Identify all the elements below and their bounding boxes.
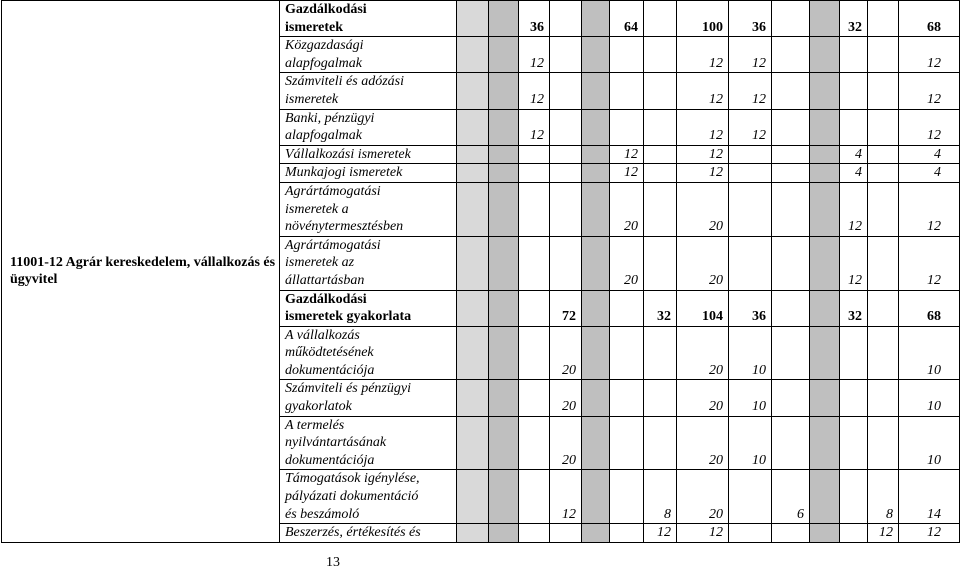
shaded-hours-cell	[489, 236, 519, 290]
module-name-line: ügyvitel	[10, 272, 58, 288]
hours-cell: 6	[772, 470, 810, 524]
topic-name-line: Gazdálkodási	[285, 291, 367, 307]
hours-cell: 8	[644, 470, 677, 524]
hours-cell	[550, 73, 582, 109]
hours-cell	[868, 236, 899, 290]
shaded-hours-cell	[810, 290, 840, 326]
hours-cell: 20	[677, 236, 729, 290]
shaded-hours-cell	[582, 145, 610, 164]
hours-cell	[644, 37, 677, 73]
hours-cell	[772, 37, 810, 73]
shaded-hours-cell	[457, 1, 489, 37]
shaded-hours-cell	[810, 236, 840, 290]
hours-cell: 10	[899, 380, 960, 416]
subtopic-name-line: ismeretek a	[285, 201, 349, 217]
hours-cell: 20	[677, 416, 729, 470]
hours-cell: 20	[677, 326, 729, 380]
shaded-hours-cell	[582, 470, 610, 524]
module-name-line: 11001-12 Agrár kereskedelem, vállalkozás és	[10, 254, 276, 270]
hours-cell	[729, 524, 772, 543]
hours-cell	[610, 290, 644, 326]
hours-cell: 12	[519, 109, 550, 145]
hours-cell: 20	[677, 182, 729, 236]
topic-name-line: ismeretek	[285, 19, 344, 35]
hours-cell	[772, 109, 810, 145]
hours-cell: 12	[519, 37, 550, 73]
subtopic-name-line: növénytermesztésben	[285, 219, 404, 235]
hours-cell	[729, 145, 772, 164]
hours-cell: 4	[899, 164, 960, 183]
subtopic-name-cell	[280, 145, 457, 164]
shaded-hours-cell	[457, 236, 489, 290]
hours-cell	[772, 416, 810, 470]
hours-cell: 12	[840, 182, 868, 236]
hours-cell	[519, 164, 550, 183]
hours-cell	[644, 73, 677, 109]
hours-cell	[644, 1, 677, 37]
subtopic-name-cell	[280, 164, 457, 183]
hours-cell: 32	[644, 290, 677, 326]
hours-cell	[519, 380, 550, 416]
hours-cell	[729, 182, 772, 236]
shaded-hours-cell	[489, 380, 519, 416]
page-number: 13	[326, 555, 340, 570]
hours-cell	[772, 1, 810, 37]
hours-cell: 100	[677, 1, 729, 37]
subtopic-name-line: alapfogalmak	[285, 55, 362, 71]
hours-cell: 12	[519, 73, 550, 109]
hours-cell: 20	[550, 380, 582, 416]
hours-cell: 12	[899, 109, 960, 145]
subtopic-name-line: Banki, pénzügyi	[285, 110, 375, 126]
hours-cell: 12	[899, 37, 960, 73]
subtopic-name-cell	[280, 73, 457, 109]
shaded-hours-cell	[489, 290, 519, 326]
hours-cell	[610, 380, 644, 416]
shaded-hours-cell	[457, 164, 489, 183]
hours-cell	[644, 236, 677, 290]
hours-cell	[840, 470, 868, 524]
subtopic-name-line: pályázati dokumentáció	[285, 489, 419, 505]
hours-cell	[868, 1, 899, 37]
hours-cell	[840, 73, 868, 109]
subtopic-name-line: dokumentációja	[285, 362, 375, 378]
shaded-hours-cell	[582, 37, 610, 73]
shaded-hours-cell	[457, 73, 489, 109]
shaded-hours-cell	[582, 182, 610, 236]
hours-cell	[550, 164, 582, 183]
hours-cell	[840, 37, 868, 73]
hours-cell: 12	[729, 73, 772, 109]
hours-cell	[610, 470, 644, 524]
shaded-hours-cell	[810, 109, 840, 145]
shaded-hours-cell	[582, 164, 610, 183]
hours-cell: 12	[677, 164, 729, 183]
topic-name-cell	[280, 1, 457, 37]
hours-cell	[550, 182, 582, 236]
hours-cell: 10	[899, 326, 960, 380]
hours-cell: 12	[644, 524, 677, 543]
hours-cell	[519, 145, 550, 164]
hours-cell: 20	[677, 470, 729, 524]
hours-cell	[868, 145, 899, 164]
subtopic-name-line: ismeretek	[285, 91, 339, 107]
subtopic-name-cell	[280, 109, 457, 145]
hours-cell	[840, 524, 868, 543]
hours-cell: 36	[729, 1, 772, 37]
shaded-hours-cell	[810, 164, 840, 183]
hours-cell	[840, 109, 868, 145]
shaded-hours-cell	[457, 182, 489, 236]
hours-cell	[550, 524, 582, 543]
hours-cell: 12	[899, 236, 960, 290]
hours-cell	[519, 290, 550, 326]
shaded-hours-cell	[582, 416, 610, 470]
subtopic-name-cell	[280, 524, 457, 543]
shaded-hours-cell	[582, 109, 610, 145]
shaded-hours-cell	[489, 109, 519, 145]
hours-cell: 12	[899, 182, 960, 236]
shaded-hours-cell	[457, 109, 489, 145]
shaded-hours-cell	[489, 145, 519, 164]
hours-cell	[729, 164, 772, 183]
hours-cell: 10	[729, 416, 772, 470]
topic-name-line: ismeretek gyakorlata	[285, 309, 412, 325]
hours-cell: 20	[550, 326, 582, 380]
subtopic-name-line: Agrártámogatási	[285, 183, 381, 199]
hours-cell	[519, 326, 550, 380]
shaded-hours-cell	[489, 37, 519, 73]
hours-cell: 20	[550, 416, 582, 470]
hours-cell: 104	[677, 290, 729, 326]
shaded-hours-cell	[810, 380, 840, 416]
shaded-hours-cell	[810, 1, 840, 37]
hours-cell	[772, 73, 810, 109]
hours-cell	[610, 326, 644, 380]
subtopic-name-cell	[280, 416, 457, 470]
hours-cell	[772, 182, 810, 236]
hours-cell	[772, 380, 810, 416]
topic-name-line: Gazdálkodási	[285, 2, 367, 17]
shaded-hours-cell	[810, 73, 840, 109]
shaded-hours-cell	[489, 470, 519, 524]
subtopic-name-cell	[280, 380, 457, 416]
shaded-hours-cell	[582, 1, 610, 37]
hours-cell	[840, 380, 868, 416]
hours-cell: 12	[677, 37, 729, 73]
hours-cell	[519, 470, 550, 524]
hours-cell: 12	[677, 524, 729, 543]
hours-cell	[840, 326, 868, 380]
shaded-hours-cell	[810, 524, 840, 543]
subtopic-name-cell	[280, 470, 457, 524]
hours-cell: 8	[868, 470, 899, 524]
hours-cell	[519, 236, 550, 290]
subtopic-name-line: és beszámoló	[285, 506, 360, 522]
hours-cell: 12	[677, 109, 729, 145]
hours-cell: 12	[610, 145, 644, 164]
subtopic-name-line: Vállalkozási ismeretek	[285, 146, 411, 162]
shaded-hours-cell	[457, 326, 489, 380]
hours-cell	[868, 164, 899, 183]
hours-cell	[644, 326, 677, 380]
table-body	[2, 1, 960, 543]
shaded-hours-cell	[489, 524, 519, 543]
hours-cell	[610, 37, 644, 73]
hours-cell: 36	[519, 1, 550, 37]
hours-cell: 12	[840, 236, 868, 290]
shaded-hours-cell	[457, 524, 489, 543]
hours-cell	[868, 380, 899, 416]
shaded-hours-cell	[582, 524, 610, 543]
hours-cell: 32	[840, 290, 868, 326]
hours-cell	[550, 145, 582, 164]
hours-cell	[868, 416, 899, 470]
hours-cell: 72	[550, 290, 582, 326]
subtopic-name-cell	[280, 182, 457, 236]
shaded-hours-cell	[582, 236, 610, 290]
subtopic-name-cell	[280, 326, 457, 380]
hours-cell	[519, 524, 550, 543]
hours-cell: 10	[899, 416, 960, 470]
hours-cell	[868, 182, 899, 236]
hours-cell: 12	[677, 73, 729, 109]
hours-cell	[772, 290, 810, 326]
hours-cell: 36	[729, 290, 772, 326]
hours-cell: 4	[840, 145, 868, 164]
shaded-hours-cell	[489, 416, 519, 470]
subtopic-name-line: Agrártámogatási	[285, 237, 381, 253]
hours-cell: 4	[840, 164, 868, 183]
shaded-hours-cell	[457, 37, 489, 73]
shaded-hours-cell	[582, 326, 610, 380]
hours-cell	[868, 37, 899, 73]
shaded-hours-cell	[489, 326, 519, 380]
subtopic-name-line: Beszerzés, értékesítés és	[285, 525, 421, 541]
hours-cell: 12	[899, 73, 960, 109]
hours-cell	[868, 73, 899, 109]
shaded-hours-cell	[810, 470, 840, 524]
subtopic-name-line: működtetésének	[285, 345, 374, 361]
hours-cell	[550, 109, 582, 145]
hours-cell: 32	[840, 1, 868, 37]
hours-cell	[610, 416, 644, 470]
subtopic-name-line: gyakorlatok	[285, 399, 352, 415]
hours-cell: 10	[729, 326, 772, 380]
hours-cell	[644, 380, 677, 416]
hours-cell	[610, 524, 644, 543]
subtopic-name-cell	[280, 236, 457, 290]
hours-cell: 68	[899, 290, 960, 326]
shaded-hours-cell	[582, 380, 610, 416]
hours-cell	[644, 182, 677, 236]
hours-cell	[644, 416, 677, 470]
hours-cell	[772, 236, 810, 290]
hours-cell	[644, 164, 677, 183]
shaded-hours-cell	[810, 145, 840, 164]
curriculum-hours-table	[1, 0, 960, 543]
hours-cell: 12	[899, 524, 960, 543]
table-row	[2, 1, 960, 37]
subtopic-name-line: Munkajogi ismeretek	[285, 165, 403, 181]
hours-cell: 12	[550, 470, 582, 524]
shaded-hours-cell	[457, 416, 489, 470]
hours-cell	[550, 37, 582, 73]
hours-cell	[644, 145, 677, 164]
hours-cell	[840, 416, 868, 470]
subtopic-name-cell	[280, 37, 457, 73]
topic-name-cell	[280, 290, 457, 326]
hours-cell: 12	[729, 109, 772, 145]
hours-cell	[868, 109, 899, 145]
shaded-hours-cell	[489, 1, 519, 37]
subtopic-name-line: állattartásban	[285, 272, 365, 288]
hours-cell	[772, 326, 810, 380]
shaded-hours-cell	[810, 326, 840, 380]
hours-cell: 64	[610, 1, 644, 37]
shaded-hours-cell	[457, 470, 489, 524]
hours-cell	[868, 326, 899, 380]
hours-cell: 20	[610, 182, 644, 236]
subtopic-name-line: Támogatások igénylése,	[285, 471, 420, 487]
shaded-hours-cell	[810, 416, 840, 470]
hours-cell	[772, 145, 810, 164]
hours-cell	[729, 470, 772, 524]
shaded-hours-cell	[582, 73, 610, 109]
hours-cell	[772, 164, 810, 183]
hours-cell	[519, 182, 550, 236]
hours-cell	[610, 73, 644, 109]
shaded-hours-cell	[489, 164, 519, 183]
hours-cell	[610, 109, 644, 145]
hours-cell: 20	[610, 236, 644, 290]
hours-cell	[550, 1, 582, 37]
hours-cell: 12	[677, 145, 729, 164]
hours-cell	[868, 290, 899, 326]
hours-cell: 12	[729, 37, 772, 73]
shaded-hours-cell	[457, 145, 489, 164]
hours-cell: 4	[899, 145, 960, 164]
hours-cell: 12	[610, 164, 644, 183]
subtopic-name-line: dokumentációja	[285, 452, 375, 468]
shaded-hours-cell	[489, 182, 519, 236]
hours-cell: 14	[899, 470, 960, 524]
shaded-hours-cell	[457, 380, 489, 416]
shaded-hours-cell	[457, 290, 489, 326]
hours-cell	[644, 109, 677, 145]
shaded-hours-cell	[582, 290, 610, 326]
hours-cell: 12	[868, 524, 899, 543]
hours-cell	[519, 416, 550, 470]
module-name-cell	[2, 1, 280, 543]
subtopic-name-line: A termelés	[285, 417, 345, 433]
hours-cell: 68	[899, 1, 960, 37]
shaded-hours-cell	[489, 73, 519, 109]
subtopic-name-line: Számviteli és adózási	[285, 74, 404, 90]
shaded-hours-cell	[810, 182, 840, 236]
subtopic-name-line: Számviteli és pénzügyi	[285, 381, 411, 397]
hours-cell	[772, 524, 810, 543]
subtopic-name-line: ismeretek az	[285, 255, 355, 271]
hours-cell	[729, 236, 772, 290]
subtopic-name-line: Közgazdasági	[285, 38, 364, 54]
hours-cell	[550, 236, 582, 290]
shaded-hours-cell	[810, 37, 840, 73]
hours-cell: 10	[729, 380, 772, 416]
subtopic-name-line: alapfogalmak	[285, 128, 362, 144]
subtopic-name-line: nyilvántartásának	[285, 435, 387, 451]
subtopic-name-line: A vállalkozás	[285, 327, 360, 343]
hours-cell: 20	[677, 380, 729, 416]
